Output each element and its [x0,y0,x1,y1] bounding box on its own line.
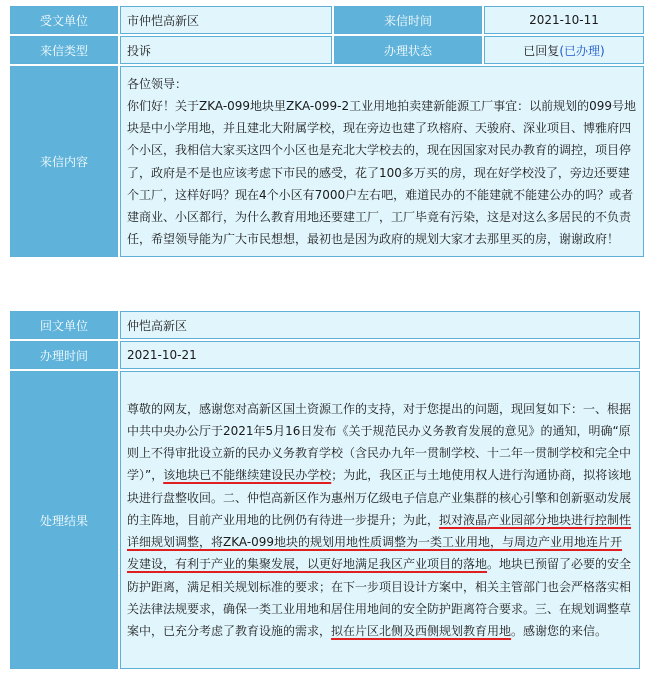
reply-time-label: 办理时间 [10,341,118,369]
content-cell [120,66,644,257]
result-seg-5: 。地块已预留了必要的安全防护距离，满足相关规划标准的要求；在下一步项目设计方案中，相关主管部门也会严格落实相关法律法规要求，确保一类工业用地和居住用地间的安全防护距离符合要求。三、在规划调整草案中，已充分考虑了教育设施的需求， [127,557,632,638]
reply-info-table [8,309,642,671]
status-label: 办理状态 [334,36,482,64]
reply-unit-value: 仲恺高新区 [120,311,640,339]
letter-row-type-status [10,36,644,64]
content-body: 你们好！关于ZKA-099地块里ZKA-099-2工业用地拍卖建新能源工厂事宜：以前规划的099号地块是中小学用地，并且建北大附属学校，现在旁边也建了玖榕府、天骏府、深业项目、博雅府四个小区，我相信大家买这四个小区也是充北大学校去的，现在因国家对民办教育的调控，项目停了，政府是不是也应该考虑下市民的感受，花了100多万买的房，现在好学校没了，旁边还要建个工厂，这样好吗？现在4个小区有7000户左右吧，难道民办的不能建就不能建公办的吗？或者建商业、小区都行，为什么教育用地还要建工厂，工厂毕竟有污染，这是对这么多居民的不负责任，希望领导能为广大市民想想，最初也是因为政府的规划大家才去那里买的房，谢谢政府！ [127,98,636,247]
recv-unit-value: 市仲恺高新区 [120,6,332,34]
recv-time-value: 2021-10-11 [484,6,644,34]
letter-type-value: 投诉 [120,36,332,64]
status-value: 已回复 [523,43,560,58]
recv-time-label: 来信时间 [334,6,482,34]
reply-unit-label: 回文单位 [10,311,118,339]
result-underline-2: 拟对液晶产业园部分地块进行控制性详细规划调整，将ZKA-099地块的规划用地性质调整为一类工业用地，与周边产业用地连片开发建设，有利于产业的集聚发展，以更好地满足我区产业项目的落地 [127,512,632,572]
result-text [127,398,633,642]
content-greeting: 各位领导： [127,76,188,91]
reply-row-result [10,371,640,669]
reply-time-value: 2021-10-21 [120,341,640,369]
letter-info-table [8,4,646,259]
result-label: 处理结果 [10,371,118,669]
result-seg-3: ；为此，我区正与土地使用权人进行沟通协商，拟将该地块进行盘整收回。二、仲恺高新区作为惠州万亿级电子信息产业集群的核心引擎和创新驱动发展的主阵地，目前产业用地的比例仍有待进一步提升；为此， [127,468,632,527]
reply-row-unit [10,311,640,339]
reply-row-time [10,341,640,369]
result-underline-1: 该地块已不能继续建设民办学校 [163,468,332,483]
result-underline-3: 拟在片区北侧及西侧规划教育用地 [331,623,512,638]
content-label: 来信内容 [10,66,118,257]
recv-unit-label: 受文单位 [10,6,118,34]
letter-type-label: 来信类型 [10,36,118,64]
status-cell [484,36,644,64]
letter-row-unit-time [10,6,644,34]
status-link[interactable]: (已办理) [559,43,605,58]
result-cell [120,371,640,669]
letter-row-content [10,66,644,257]
result-seg-1: 尊敬的网友，感谢您对高新区国土资源工作的支持，对于您提出的问题，现回复如下：一、根据中共中央办公厅于2021年5月16日发布《关于规范民办义务教育发展的意见》的通知，明确“原则上不得审批设立新的民办义务教育学校（含民办九年一贯制学校、十二年一贯制学校和完全中学）”， [127,401,632,483]
result-seg-7: 。感谢您的来信。 [511,623,608,638]
